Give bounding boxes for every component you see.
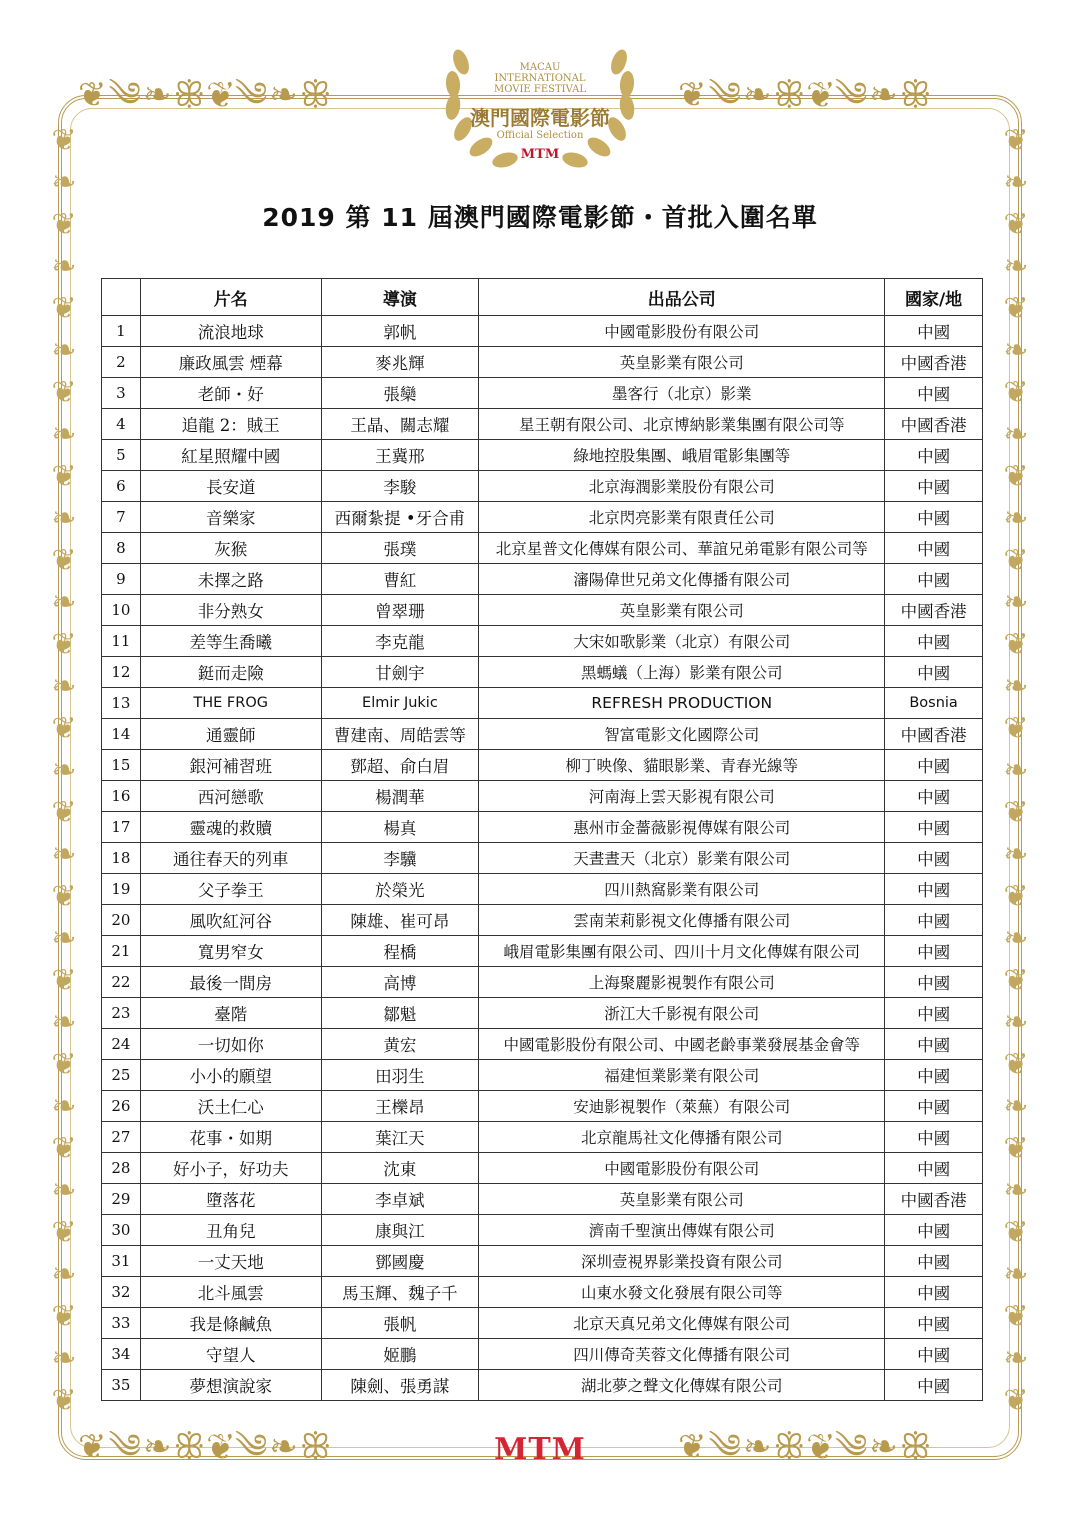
table-row xyxy=(102,967,983,998)
row-index: 1 xyxy=(102,316,141,347)
row-index: 4 xyxy=(102,409,141,440)
production-company: 北京海潤影業股份有限公司 xyxy=(479,471,885,502)
row-index: 35 xyxy=(102,1370,141,1401)
director: 李克龍 xyxy=(321,626,479,657)
film-title: 通往春天的列車 xyxy=(140,843,321,874)
table-row xyxy=(102,316,983,347)
director: 郭帆 xyxy=(321,316,479,347)
production-company: 北京龍馬社文化傳播有限公司 xyxy=(479,1122,885,1153)
country: 中國 xyxy=(885,657,983,688)
row-index: 34 xyxy=(102,1339,141,1370)
film-title: 寬男窄女 xyxy=(140,936,321,967)
production-company: 中國電影股份有限公司、中國老齡事業發展基金會等 xyxy=(479,1029,885,1060)
production-company: 北京星普文化傳媒有限公司、華誼兄弟電影有限公司等 xyxy=(479,533,885,564)
country: 中國 xyxy=(885,812,983,843)
table-row xyxy=(102,347,983,378)
country: 中國香港 xyxy=(885,1184,983,1215)
badge-chinese-name: 澳門國際電影節 xyxy=(470,106,610,130)
row-index: 20 xyxy=(102,905,141,936)
country: 中國 xyxy=(885,1246,983,1277)
production-company: 福建恒業影業有限公司 xyxy=(479,1060,885,1091)
header-production-company: 出品公司 xyxy=(479,279,885,316)
row-index: 7 xyxy=(102,502,141,533)
film-title: 差等生喬曦 xyxy=(140,626,321,657)
country: 中國香港 xyxy=(885,595,983,626)
production-company: 峨眉電影集團有限公司、四川十月文化傳媒有限公司 xyxy=(479,936,885,967)
director: 曾翠珊 xyxy=(321,595,479,626)
country: 中國 xyxy=(885,998,983,1029)
film-title: 夢想演說家 xyxy=(140,1370,321,1401)
table-row xyxy=(102,1277,983,1308)
country: 中國香港 xyxy=(885,719,983,750)
director: 曹建南、周皓雲等 xyxy=(321,719,479,750)
director: 黄宏 xyxy=(321,1029,479,1060)
film-title: 北斗風雲 xyxy=(140,1277,321,1308)
film-title: 灰猴 xyxy=(140,533,321,564)
country: 中國 xyxy=(885,1277,983,1308)
row-index: 6 xyxy=(102,471,141,502)
badge-official-selection: Official Selection xyxy=(496,130,584,141)
row-index: 31 xyxy=(102,1246,141,1277)
country: 中國 xyxy=(885,378,983,409)
table-row xyxy=(102,1029,983,1060)
table-row xyxy=(102,843,983,874)
country: 中國 xyxy=(885,533,983,564)
film-title: 我是條鹹魚 xyxy=(140,1308,321,1339)
country: 中國 xyxy=(885,874,983,905)
row-index: 33 xyxy=(102,1308,141,1339)
production-company: 星王朝有限公司、北京博納影業集團有限公司等 xyxy=(479,409,885,440)
film-title: 銀河補習班 xyxy=(140,750,321,781)
row-index: 23 xyxy=(102,998,141,1029)
production-company: 智富電影文化國際公司 xyxy=(479,719,885,750)
country: 中國 xyxy=(885,1153,983,1184)
page-title: 2019 第 11 屆澳門國際電影節・首批入圍名單 xyxy=(262,203,818,232)
production-company: 綠地控股集團、峨眉電影集團等 xyxy=(479,440,885,471)
production-company: 惠州市金薔薇影視傳媒有限公司 xyxy=(479,812,885,843)
production-company: 上海聚麗影視製作有限公司 xyxy=(479,967,885,998)
director: 甘劍宇 xyxy=(321,657,479,688)
row-index: 25 xyxy=(102,1060,141,1091)
director: 鄒魁 xyxy=(321,998,479,1029)
director: 沈東 xyxy=(321,1153,479,1184)
production-company: 安迪影視製作（萊蕪）有限公司 xyxy=(479,1091,885,1122)
film-title: 臺階 xyxy=(140,998,321,1029)
director: 西爾紮提 •牙合甫 xyxy=(321,502,479,533)
director: 馬玉輝、魏子千 xyxy=(321,1277,479,1308)
row-index: 17 xyxy=(102,812,141,843)
table-row xyxy=(102,595,983,626)
table-row xyxy=(102,905,983,936)
production-company: 河南海上雲天影視有限公司 xyxy=(479,781,885,812)
table-row xyxy=(102,998,983,1029)
director: 曹紅 xyxy=(321,564,479,595)
table-header-row xyxy=(102,279,983,316)
film-title: 墮落花 xyxy=(140,1184,321,1215)
table-row xyxy=(102,1370,983,1401)
row-index: 28 xyxy=(102,1153,141,1184)
top-right-scroll-ornament: ❦༄❧ꕥ❦༄❧ꕥ xyxy=(678,75,934,115)
film-title: 守望人 xyxy=(140,1339,321,1370)
film-title: 最後一間房 xyxy=(140,967,321,998)
row-index: 3 xyxy=(102,378,141,409)
director: Elmir Jukic xyxy=(321,688,479,719)
film-title: 老師・好 xyxy=(140,378,321,409)
country: 中國 xyxy=(885,626,983,657)
row-index: 30 xyxy=(102,1215,141,1246)
table-row xyxy=(102,626,983,657)
country: 中國 xyxy=(885,936,983,967)
director: 張欒 xyxy=(321,378,479,409)
production-company: 英皇影業有限公司 xyxy=(479,1184,885,1215)
table-row xyxy=(102,936,983,967)
country: 中國 xyxy=(885,843,983,874)
row-index: 18 xyxy=(102,843,141,874)
country: 中國 xyxy=(885,1308,983,1339)
production-company: 中國電影股份有限公司 xyxy=(479,1153,885,1184)
film-title: 鋌而走險 xyxy=(140,657,321,688)
table-row xyxy=(102,1339,983,1370)
table-row xyxy=(102,1246,983,1277)
production-company: 英皇影業有限公司 xyxy=(479,347,885,378)
production-company: 英皇影業有限公司 xyxy=(479,595,885,626)
production-company: 墨客行（北京）影業 xyxy=(479,378,885,409)
film-title: 風吹紅河谷 xyxy=(140,905,321,936)
director: 麥兆輝 xyxy=(321,347,479,378)
country: 中國 xyxy=(885,967,983,998)
badge-movie-festival-text: MOVIE FESTIVAL xyxy=(493,84,587,95)
film-title: 父子拳王 xyxy=(140,874,321,905)
director: 姬鵬 xyxy=(321,1339,479,1370)
director: 陳劍、張勇謀 xyxy=(321,1370,479,1401)
director: 鄧超、俞白眉 xyxy=(321,750,479,781)
badge-international-text: INTERNATIONAL xyxy=(494,73,586,84)
row-index: 14 xyxy=(102,719,141,750)
table-row xyxy=(102,657,983,688)
production-company: 中國電影股份有限公司 xyxy=(479,316,885,347)
director: 李驥 xyxy=(321,843,479,874)
header-index xyxy=(102,279,141,316)
row-index: 8 xyxy=(102,533,141,564)
table-row xyxy=(102,378,983,409)
director: 康與江 xyxy=(321,1215,479,1246)
film-title: 長安道 xyxy=(140,471,321,502)
right-side-ornament: ❦ ❧ ❦ ❧ ❦ ❧ ❦ ❧ ❦ ❧ ❦ ❧ ❦ ❧ ❦ ❧ ❦ ❧ ❦ ❧ ❦ ❧ ❦ ❧ ❦ ❧ ❦ ❧ ❦ ❧ ❦ xyxy=(1003,123,1029,1418)
table-row xyxy=(102,1215,983,1246)
table-row xyxy=(102,750,983,781)
country: 中國 xyxy=(885,781,983,812)
production-company: 濟南千聖演出傳媒有限公司 xyxy=(479,1215,885,1246)
row-index: 29 xyxy=(102,1184,141,1215)
country: 中國 xyxy=(885,1091,983,1122)
director: 葉江天 xyxy=(321,1122,479,1153)
director: 王冀邢 xyxy=(321,440,479,471)
row-index: 10 xyxy=(102,595,141,626)
director: 高博 xyxy=(321,967,479,998)
header-country: 國家/地 xyxy=(885,279,983,316)
row-index: 13 xyxy=(102,688,141,719)
row-index: 2 xyxy=(102,347,141,378)
country: 中國 xyxy=(885,1215,983,1246)
table-row xyxy=(102,688,983,719)
country: 中國 xyxy=(885,1029,983,1060)
film-title: 小小的願望 xyxy=(140,1060,321,1091)
production-company: 山東水發文化發展有限公司等 xyxy=(479,1277,885,1308)
production-company: 深圳壹視界影業投資有限公司 xyxy=(479,1246,885,1277)
header-film-title: 片名 xyxy=(140,279,321,316)
row-index: 24 xyxy=(102,1029,141,1060)
table-body xyxy=(102,316,983,1401)
production-company: 雲南茉莉影視文化傳播有限公司 xyxy=(479,905,885,936)
country: 中國 xyxy=(885,1122,983,1153)
director: 田羽生 xyxy=(321,1060,479,1091)
table-row xyxy=(102,471,983,502)
header-director: 導演 xyxy=(321,279,479,316)
country: 中國 xyxy=(885,440,983,471)
table-row xyxy=(102,1091,983,1122)
film-title: 西河戀歌 xyxy=(140,781,321,812)
bottom-right-scroll-ornament: ❦༄❧ꕥ❦༄❧ꕥ xyxy=(678,1427,934,1467)
row-index: 19 xyxy=(102,874,141,905)
film-title: 流浪地球 xyxy=(140,316,321,347)
table-row xyxy=(102,564,983,595)
director: 王櫟昂 xyxy=(321,1091,479,1122)
country: 中國香港 xyxy=(885,347,983,378)
director: 楊真 xyxy=(321,812,479,843)
footer-brand-logo: MTM xyxy=(494,1432,586,1467)
table-row xyxy=(102,502,983,533)
table-row xyxy=(102,719,983,750)
film-title: 一丈天地 xyxy=(140,1246,321,1277)
country: 中國 xyxy=(885,1370,983,1401)
country: Bosnia xyxy=(885,688,983,719)
row-index: 16 xyxy=(102,781,141,812)
director: 李卓斌 xyxy=(321,1184,479,1215)
table-row xyxy=(102,1122,983,1153)
production-company: 天晝晝天（北京）影業有限公司 xyxy=(479,843,885,874)
table-row xyxy=(102,1153,983,1184)
country: 中國 xyxy=(885,750,983,781)
row-index: 26 xyxy=(102,1091,141,1122)
country: 中國 xyxy=(885,564,983,595)
film-title: 紅星照耀中國 xyxy=(140,440,321,471)
badge-macau-text: MACAU xyxy=(519,62,561,73)
film-title: 未擇之路 xyxy=(140,564,321,595)
director: 楊潤華 xyxy=(321,781,479,812)
row-index: 9 xyxy=(102,564,141,595)
production-company: 黑螞蟻（上海）影業有限公司 xyxy=(479,657,885,688)
left-side-ornament: ❦ ❧ ❦ ❧ ❦ ❧ ❦ ❧ ❦ ❧ ❦ ❧ ❦ ❧ ❦ ❧ ❦ ❧ ❦ ❧ ❦ ❧ ❦ ❧ ❦ ❧ ❦ ❧ ❦ ❧ ❦ xyxy=(51,123,77,1418)
country: 中國 xyxy=(885,905,983,936)
badge-brand: MTM xyxy=(520,147,560,162)
table-row xyxy=(102,1060,983,1091)
country: 中國 xyxy=(885,471,983,502)
film-title: 丑角兒 xyxy=(140,1215,321,1246)
production-company: 四川熱窩影業有限公司 xyxy=(479,874,885,905)
film-title: 沃土仁心 xyxy=(140,1091,321,1122)
row-index: 15 xyxy=(102,750,141,781)
table-row xyxy=(102,781,983,812)
director: 程橋 xyxy=(321,936,479,967)
table-row xyxy=(102,533,983,564)
production-company: 柳丁映像、貓眼影業、青春光線等 xyxy=(479,750,885,781)
row-index: 27 xyxy=(102,1122,141,1153)
selection-table xyxy=(101,278,983,1401)
film-title: 一切如你 xyxy=(140,1029,321,1060)
director: 王晶、關志耀 xyxy=(321,409,479,440)
film-title: 追龍 2：賊王 xyxy=(140,409,321,440)
film-title: 花事・如期 xyxy=(140,1122,321,1153)
film-title: 音樂家 xyxy=(140,502,321,533)
country: 中國 xyxy=(885,316,983,347)
table-row xyxy=(102,409,983,440)
country: 中國 xyxy=(885,1339,983,1370)
director: 張璞 xyxy=(321,533,479,564)
row-index: 32 xyxy=(102,1277,141,1308)
film-title: 好小子，好功夫 xyxy=(140,1153,321,1184)
production-company: 湖北夢之聲文化傳媒有限公司 xyxy=(479,1370,885,1401)
director: 於榮光 xyxy=(321,874,479,905)
country: 中國 xyxy=(885,502,983,533)
row-index: 5 xyxy=(102,440,141,471)
production-company: 北京閃亮影業有限責任公司 xyxy=(479,502,885,533)
row-index: 11 xyxy=(102,626,141,657)
top-left-scroll-ornament: ❦༄❧ꕥ❦༄❧ꕥ xyxy=(78,75,334,115)
film-title: 通靈師 xyxy=(140,719,321,750)
film-title: 廉政風雲 煙幕 xyxy=(140,347,321,378)
table-row xyxy=(102,812,983,843)
production-company: 北京天真兄弟文化傳媒有限公司 xyxy=(479,1308,885,1339)
festival-laurel-badge xyxy=(431,22,649,172)
bottom-left-scroll-ornament: ❦༄❧ꕥ❦༄❧ꕥ xyxy=(78,1427,334,1467)
row-index: 12 xyxy=(102,657,141,688)
film-title: 靈魂的救贖 xyxy=(140,812,321,843)
film-title: THE FROG xyxy=(140,688,321,719)
table-row xyxy=(102,1308,983,1339)
table-row xyxy=(102,874,983,905)
table-row xyxy=(102,1184,983,1215)
director: 張帆 xyxy=(321,1308,479,1339)
director: 陳雄、崔可昂 xyxy=(321,905,479,936)
production-company: 瀋陽偉世兄弟文化傳播有限公司 xyxy=(479,564,885,595)
country: 中國 xyxy=(885,1060,983,1091)
director: 鄧國慶 xyxy=(321,1246,479,1277)
row-index: 21 xyxy=(102,936,141,967)
production-company: 四川傳奇芙蓉文化傳播有限公司 xyxy=(479,1339,885,1370)
country: 中國香港 xyxy=(885,409,983,440)
table-row xyxy=(102,440,983,471)
row-index: 22 xyxy=(102,967,141,998)
film-title: 非分熟女 xyxy=(140,595,321,626)
production-company: REFRESH PRODUCTION xyxy=(479,688,885,719)
director: 李駿 xyxy=(321,471,479,502)
production-company: 大宋如歌影業（北京）有限公司 xyxy=(479,626,885,657)
production-company: 浙江大千影視有限公司 xyxy=(479,998,885,1029)
